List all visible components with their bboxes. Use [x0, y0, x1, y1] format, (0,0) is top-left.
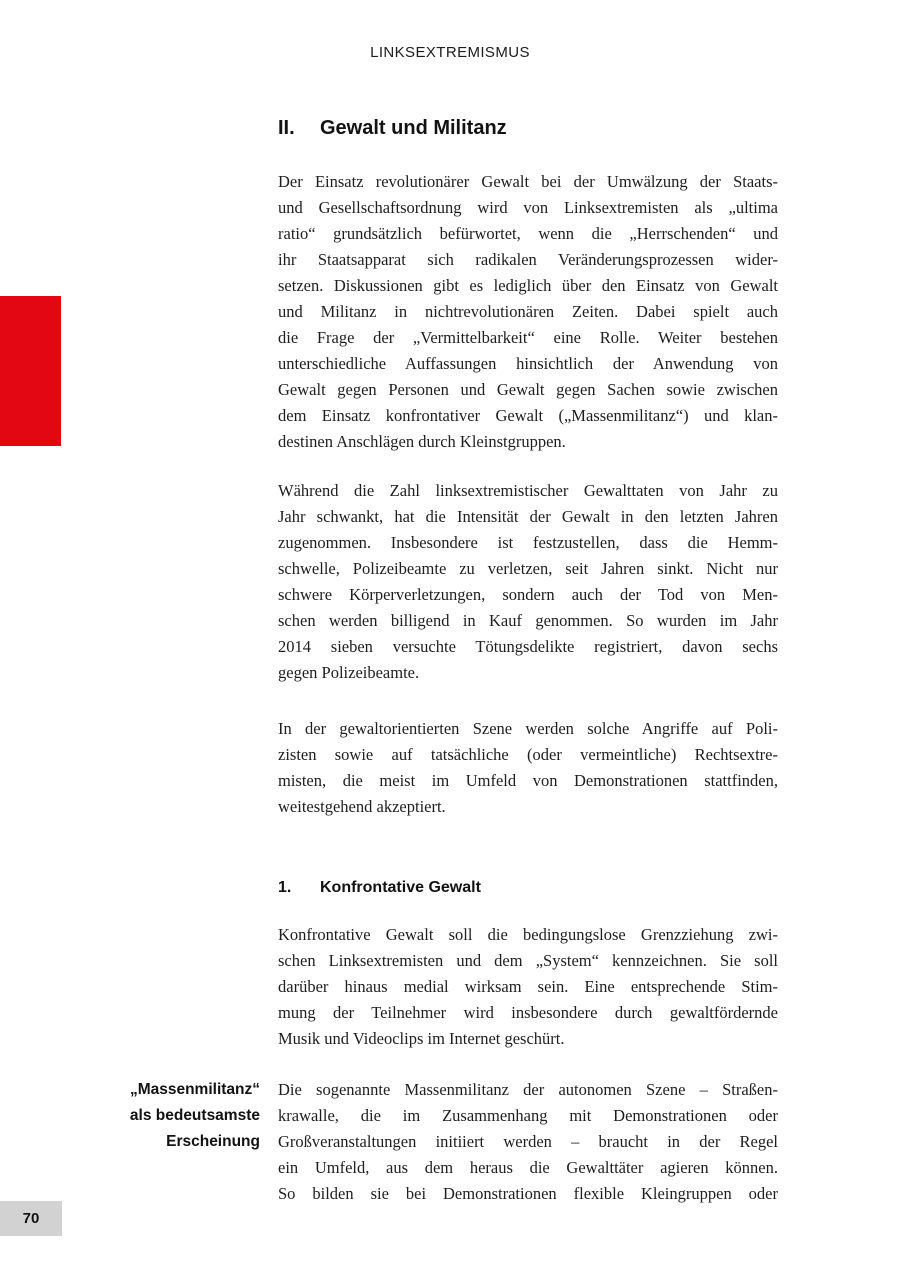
- chapter-title-text: Gewalt und Militanz: [320, 117, 507, 139]
- text-line: dem Einsatz konfrontativer Gewalt („Massenmilitanz“) und klan-: [278, 406, 778, 425]
- chapter-number: II.: [278, 117, 295, 139]
- text-line: schwere Körperverletzungen, sondern auch der Tod von Men-: [278, 585, 778, 604]
- text-line: gegen Polizeibeamte.: [278, 663, 420, 682]
- chapter-marker-red-block: [0, 296, 61, 446]
- paragraph-5: [278, 1077, 778, 1207]
- section-number: 1.: [278, 879, 292, 896]
- text-line: mung der Teilnehmer wird insbesondere durch gewaltfördernde: [278, 1003, 778, 1022]
- text-line: unterschiedliche Auffassungen hinsichtlich der Anwendung von: [278, 354, 778, 373]
- paragraph-3: [278, 716, 778, 820]
- text-line: Großveranstaltungen initiiert werden – braucht in der Regel: [278, 1132, 778, 1151]
- text-line: schen werden billigend in Kauf genommen. So wurden im Jahr: [278, 611, 778, 630]
- text-line: zugenommen. Insbesondere ist festzustellen, dass die Hemm-: [278, 533, 778, 552]
- text-line: darüber hinaus medial wirksam sein. Eine entsprechende Stim-: [278, 977, 778, 996]
- text-line: Der Einsatz revolutionärer Gewalt bei der Umwälzung der Staats-: [278, 172, 778, 191]
- text-line: Konfrontative Gewalt soll die bedingungslose Grenzziehung zwi-: [278, 925, 778, 944]
- text-line: 2014 sieben versuchte Tötungsdelikte registriert, davon sechs: [278, 637, 778, 656]
- page-number-box: [0, 1201, 62, 1236]
- text-line: weitestgehend akzeptiert.: [278, 797, 446, 816]
- chapter-title: [278, 114, 838, 142]
- margin-note: [95, 1077, 260, 1155]
- text-line: schwelle, Polizeibeamte zu verletzen, seit Jahren sinkt. Nicht nur: [278, 559, 778, 578]
- section-heading: [278, 878, 778, 898]
- text-line: Die sogenannte Massenmilitanz der autonomen Szene – Straßen-: [278, 1080, 778, 1099]
- text-line: krawalle, die im Zusammenhang mit Demonstrationen oder: [278, 1106, 778, 1125]
- text-line: destinen Anschlägen durch Kleinstgruppen.: [278, 432, 566, 451]
- text-line: In der gewaltorientierten Szene werden solche Angriffe auf Poli-: [278, 719, 778, 738]
- text-line: die Frage der „Vermittelbarkeit“ eine Rolle. Weiter bestehen: [278, 328, 778, 347]
- text-line: setzen. Diskussionen gibt es lediglich über den Einsatz von Gewalt: [278, 276, 778, 295]
- text-line: und Gesellschaftsordnung wird von Linksextremisten als „ultima: [278, 198, 778, 217]
- paragraph-4: [278, 922, 778, 1052]
- text-line: So bilden sie bei Demonstrationen flexible Kleingruppen oder: [278, 1184, 778, 1203]
- page-number: 70: [22, 1210, 40, 1227]
- text-line: Musik und Videoclips im Internet geschürt.: [278, 1029, 565, 1048]
- paragraph-1: [278, 169, 778, 455]
- text-line: „Massenmilitanz“: [129, 1081, 260, 1098]
- text-line: Erscheinung: [166, 1133, 260, 1150]
- text-line: und Militanz in nichtrevolutionären Zeiten. Dabei spielt auch: [278, 302, 778, 321]
- text-line: Gewalt gegen Personen und Gewalt gegen Sachen sowie zwischen: [278, 380, 778, 399]
- running-head: LINKSEXTREMISMUS: [370, 44, 530, 61]
- text-line: ihr Staatsapparat sich radikalen Veränderungsprozessen wider-: [278, 250, 778, 269]
- text-line: Während die Zahl linksextremistischer Gewalttaten von Jahr zu: [278, 481, 778, 500]
- paragraph-2: [278, 478, 778, 686]
- text-line: ratio“ grundsätzlich befürwortet, wenn die „Herrschenden“ und: [278, 224, 778, 243]
- section-heading-text: Konfrontative Gewalt: [320, 879, 481, 896]
- text-line: schen Linksextremisten und dem „System“ kennzeichnen. Sie soll: [278, 951, 778, 970]
- text-line: misten, die meist im Umfeld von Demonstrationen stattfinden,: [278, 771, 778, 790]
- text-line: ein Umfeld, aus dem heraus die Gewalttäter agieren können.: [278, 1158, 778, 1177]
- text-line: Jahr schwankt, hat die Intensität der Gewalt in den letzten Jahren: [278, 507, 778, 526]
- text-line: zisten sowie auf tatsächliche (oder vermeintliche) Rechtsextre-: [278, 745, 778, 764]
- text-line: als bedeutsamste: [129, 1107, 260, 1124]
